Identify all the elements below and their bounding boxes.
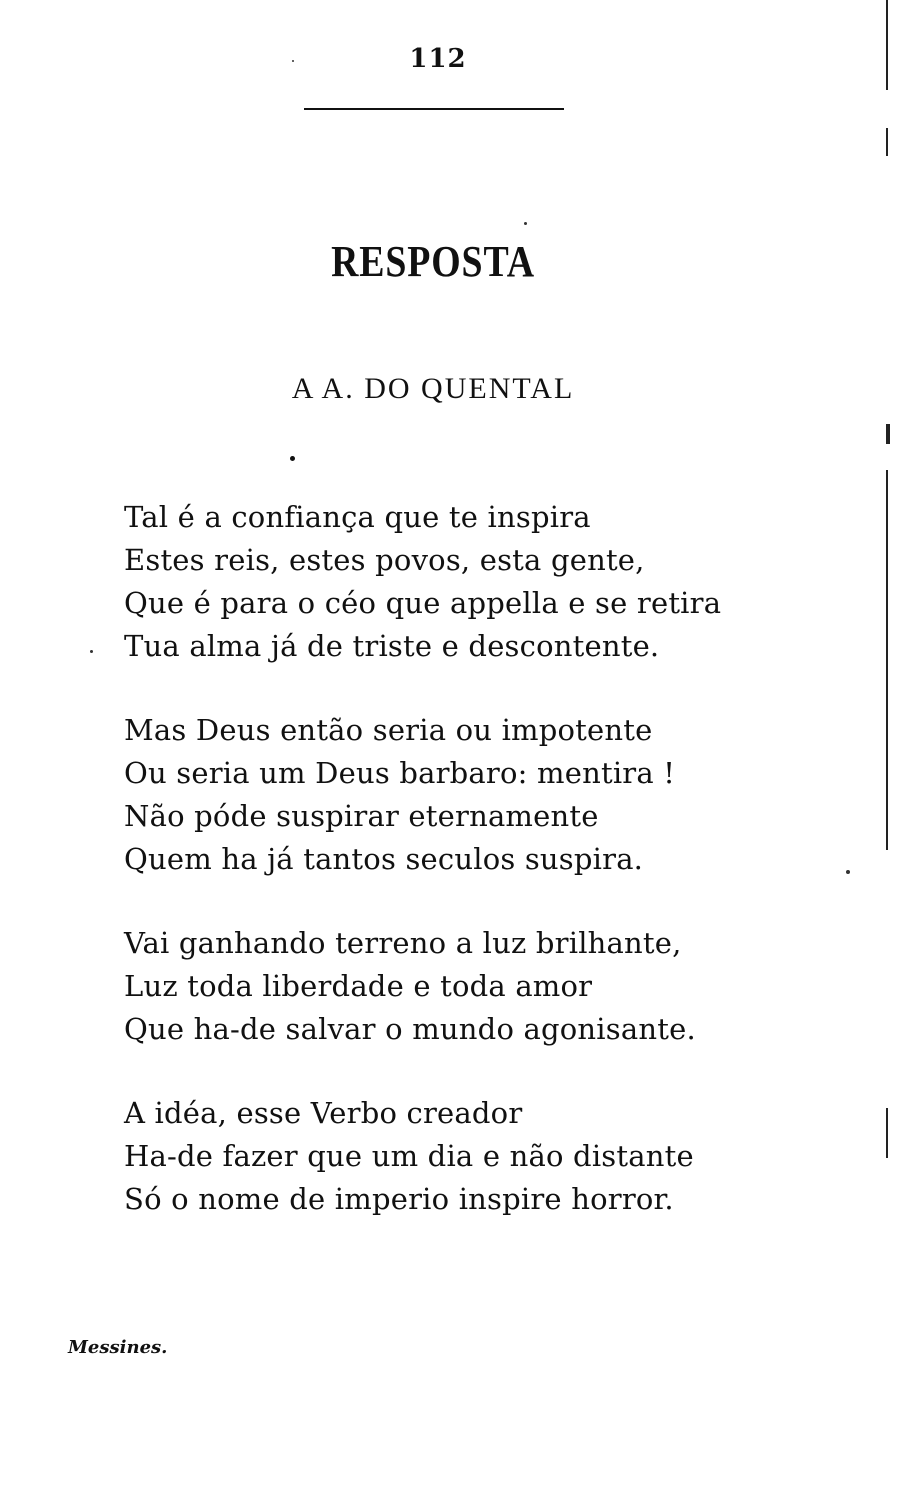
stanza-3 xyxy=(124,922,824,1051)
scan-edge-mark xyxy=(886,128,888,156)
scan-speck xyxy=(292,60,294,62)
stanza-1 xyxy=(124,496,824,668)
page-number: 112 xyxy=(409,44,467,74)
place-signature: Messines. xyxy=(68,1337,168,1358)
verse-line: Mas Deus então seria ou impotente xyxy=(124,713,653,747)
scan-edge-mark xyxy=(886,470,888,850)
scan-speck xyxy=(846,870,850,874)
scan-edge-mark xyxy=(886,0,888,90)
scan-edge-mark xyxy=(886,1108,888,1158)
verse-line: Tal é a confiança que te inspira xyxy=(124,500,591,534)
header-rule xyxy=(304,108,564,110)
verse-line: Ha-de fazer que um dia e não distante xyxy=(124,1139,694,1173)
stanza-2 xyxy=(124,709,824,881)
verse-line: Luz toda liberdade e toda amor xyxy=(124,969,593,1003)
verse-line: Só o nome de imperio inspire horror. xyxy=(124,1182,674,1216)
verse-line: Quem ha já tantos seculos suspira. xyxy=(124,842,644,876)
scan-edge-mark xyxy=(886,424,890,444)
ornament-dot xyxy=(290,456,295,461)
verse-line: Vai ganhando terreno a luz brilhante, xyxy=(124,926,682,960)
verse-line: Tua alma já de triste e descontente. xyxy=(124,629,660,663)
poem-dedication: A A. DO QUENTAL xyxy=(291,372,575,405)
verse-line: A idéa, esse Verbo creador xyxy=(124,1096,523,1130)
scan-speck xyxy=(90,650,93,653)
verse-line: Que ha-de salvar o mundo agonisante. xyxy=(124,1012,696,1046)
verse-line: Ou seria um Deus barbaro: mentira ! xyxy=(124,756,676,790)
scan-speck xyxy=(524,222,527,225)
poem-title: RESPOSTA xyxy=(331,237,535,286)
verse-line: Estes reis, estes povos, esta gente, xyxy=(124,543,645,577)
poem-body xyxy=(124,496,824,1262)
verse-line: Que é para o céo que appella e se retira xyxy=(124,586,722,620)
verse-line: Não póde suspirar eternamente xyxy=(124,799,599,833)
stanza-4 xyxy=(124,1092,824,1221)
